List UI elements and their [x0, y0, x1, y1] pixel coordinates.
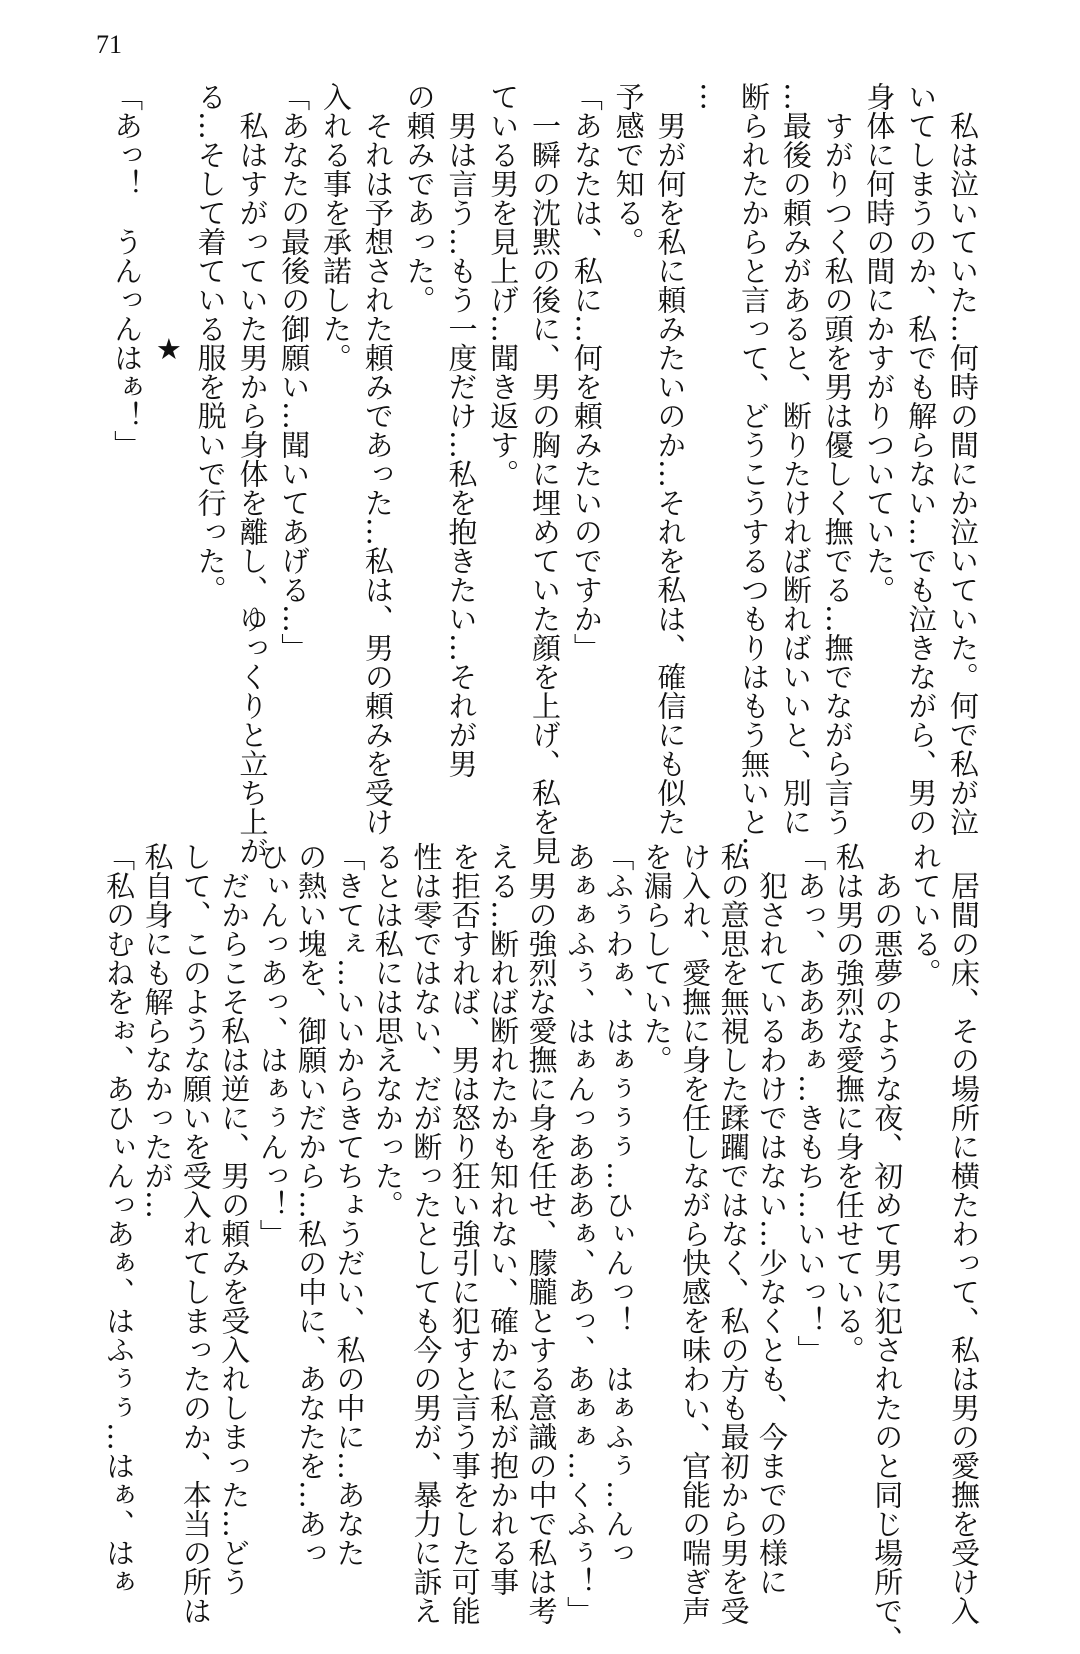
- text-line: …: [695, 82, 730, 111]
- text-line: 私はすがっていた男から身体を離し、ゆっくりと立ち上が: [235, 82, 270, 865]
- text-line: 「きてぇ…いいからきてちょうだい、私の中に…あなた: [332, 842, 367, 1567]
- text-line: 私は男の強烈な愛撫に身を任せている。: [831, 842, 866, 1364]
- text-line: 入れる事を承諾した。: [319, 82, 354, 372]
- text-line: る…そして着ている服を脱いで行った。: [193, 82, 228, 604]
- text-line: 「あなたは、私に…何を頼みたいのですか」: [569, 82, 604, 662]
- text-line: 「ふぅわぁ、はぁぅぅぅ…ひぃんっ！ はぁふぅ…んっ: [601, 842, 636, 1567]
- text-line: 私自身にも解らなかったが…: [140, 842, 175, 1219]
- text-line: 身体に何時の間にかすがりついていた。: [862, 82, 897, 604]
- text-line: あぁぁふぅ、はぁんっあああぁ、あっ、あぁぁ…くふぅ！」: [562, 842, 597, 1625]
- text-line: を漏らしていた。: [639, 842, 674, 1074]
- text-line: 私は泣いていた…何時の間にか泣いていた。何で私が泣: [946, 82, 980, 836]
- text-line: れている。: [908, 842, 943, 987]
- text-line: の熱い塊を、御願いだから…私の中に、あなたを…あっ: [294, 842, 329, 1567]
- section-break-star: ★: [151, 332, 186, 366]
- text-line: ている男を見上げ…聞き返す。: [486, 82, 521, 488]
- upper-text-block: [105, 82, 983, 865]
- text-line: 一瞬の沈黙の後に、男の胸に埋めていた顔を上げ、私を見: [528, 82, 563, 865]
- text-line: 男の強烈な愛撫に身を任せ、朦朧とする意識の中で私は考: [524, 842, 559, 1625]
- text-line: 予感で知る。: [611, 82, 646, 256]
- text-line: を拒否すれば、男は怒り狂い強引に犯すと言う事をした可能: [447, 842, 482, 1625]
- text-line: だからこそ私は逆に、男の頼みを受入れしまった…どう: [217, 842, 252, 1596]
- text-line: 男は言う…もう一度だけ…私を抱きたい…それが男: [444, 82, 479, 778]
- text-line: け入れ、愛撫に身を任しながら快感を味わい、官能の喘ぎ声: [678, 842, 713, 1625]
- text-line: 「私のむねをぉ、あひぃんっあぁ、はふぅぅ…はぁ、はぁ: [102, 842, 137, 1596]
- text-line: 「あっ！ うんっんはぁ！」: [110, 82, 145, 459]
- text-line: 私の意思を無視した蹂躙ではなく、私の方も最初から男を受: [716, 842, 751, 1625]
- page-number: 71: [96, 30, 122, 59]
- text-line: 男が何を私に頼みたいのか…それを私は、確信にも似た: [653, 82, 688, 836]
- text-line: の頼みであった。: [402, 82, 437, 314]
- text-line: 性は零ではない、だが断ったとしても今の男が、暴力に訴え: [409, 842, 444, 1625]
- text-line: ひぃんっあっ、はぁぅんっ！」: [255, 842, 290, 1248]
- text-line: るとは私には思えなかった。: [370, 842, 405, 1219]
- text-line: すがりつく私の頭を男は優しく撫でる…撫でながら言う: [820, 82, 855, 836]
- text-line: 「あっ、あああぁ…きもち…いいっ！」: [793, 842, 828, 1364]
- lower-text-block: [100, 842, 983, 1654]
- text-line: 断られたからと言って、どうこうするつもりはもう無いと…: [737, 82, 772, 865]
- text-line: える…断れば断れたかも知れない、確かに私が抱かれる事: [486, 842, 521, 1596]
- text-line: それは予想された頼みであった…私は、男の頼みを受け: [360, 82, 395, 836]
- text-line: して、このような願いを受入れてしまったのか、本当の所は: [178, 842, 213, 1625]
- text-line: 「あなたの最後の御願い…聞いてあげる…」: [277, 82, 312, 662]
- text-line: あの悪夢のような夜、初めて男に犯されたのと同じ場所で、: [870, 842, 905, 1654]
- text-line: 居間の床、その場所に横たわって、私は男の愛撫を受け入: [947, 842, 981, 1625]
- text-line: いてしまうのか、私でも解らない…でも泣きながら、男の: [904, 82, 939, 836]
- text-line: …最後の頼みがあると、断りたければ断ればいいと、別に: [778, 82, 813, 836]
- text-line: 犯されているわけではない…少なくとも、今までの様に: [754, 842, 789, 1596]
